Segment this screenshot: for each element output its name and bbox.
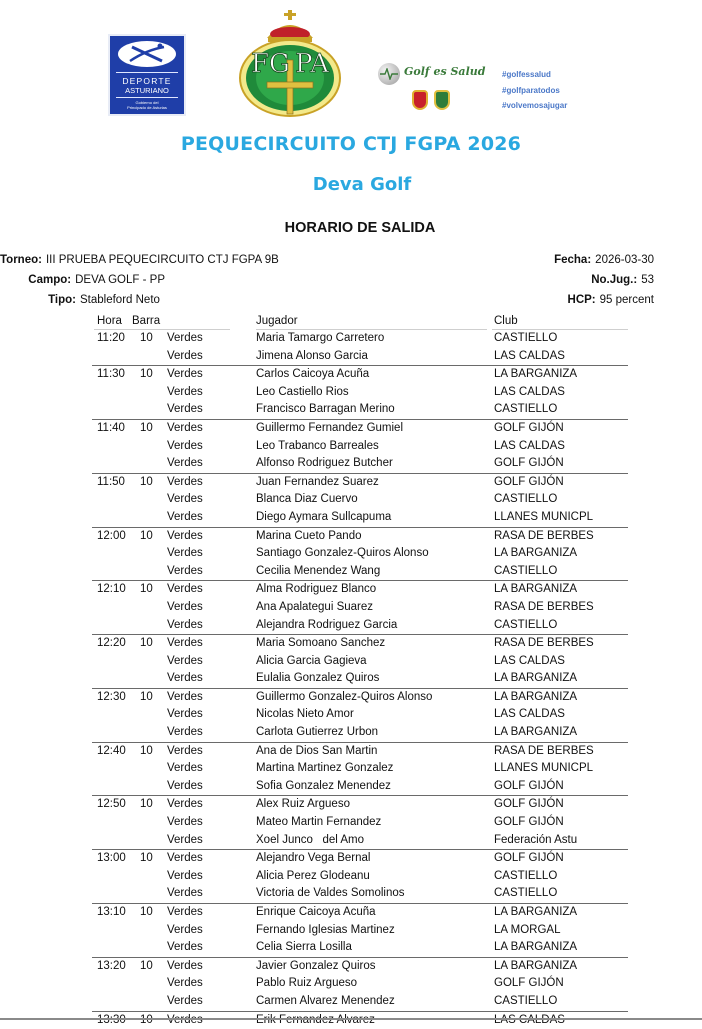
cell-jugador: Victoria de Valdes Somolinos: [256, 887, 405, 900]
meta-num-jugadores: [554, 270, 654, 290]
cell-tee: Verdes: [167, 906, 203, 918]
cell-hora: 12:00: [97, 529, 126, 542]
cell-tee: Verdes: [167, 475, 203, 488]
cell-tee: Verdes: [167, 421, 203, 434]
cell-tee: Verdes: [167, 654, 203, 667]
cell-jugador: Juan Fernandez Suarez: [256, 475, 379, 488]
column-header-hora: Hora: [97, 315, 122, 327]
table-row: [92, 706, 628, 724]
page-bottom-rule: [0, 1018, 702, 1020]
cell-hora: 12:40: [97, 744, 126, 757]
cell-barra: 10: [140, 906, 153, 918]
cell-club: LA MORGAL: [494, 923, 561, 936]
table-row: [92, 545, 628, 563]
table-row: [92, 958, 628, 976]
column-header-barra: Barra: [132, 315, 161, 327]
cell-club: GOLF GIJÓN: [494, 798, 564, 811]
cell-club: LAS CALDAS: [494, 385, 565, 398]
table-row: [92, 635, 628, 653]
cell-tee: Verdes: [167, 798, 203, 811]
tee-time-group: [92, 1012, 628, 1029]
table-row: [92, 993, 628, 1011]
table-row: [92, 670, 628, 688]
cell-jugador: Leo Trabanco Barreales: [256, 439, 379, 452]
tee-time-group: [92, 581, 628, 635]
meta-fecha: [554, 250, 654, 270]
cell-club: LA BARGANIZA: [494, 726, 578, 739]
cell-tee: Verdes: [167, 600, 203, 613]
cell-club: LLANES MUNICPL: [494, 762, 594, 775]
fgpa-crest-logo: [237, 10, 343, 118]
cell-barra: 10: [140, 368, 153, 381]
cell-jugador: Pablo Ruiz Argueso: [256, 977, 358, 990]
cell-club: LA BARGANIZA: [494, 547, 578, 560]
table-row: [92, 330, 628, 348]
logo-text-gobierno: Gobierno del: [135, 100, 159, 105]
cell-club: LA BARGANIZA: [494, 583, 578, 596]
column-header-jugador: Jugador: [256, 315, 298, 327]
meta-left: [0, 250, 279, 310]
meta-value: 2026-03-30: [595, 254, 654, 266]
cell-club: LAS CALDAS: [494, 349, 565, 362]
cell-barra: 10: [140, 332, 153, 344]
table-header: [92, 314, 628, 330]
fgpa-monogram-right: PA: [295, 49, 329, 79]
cell-club: RASA DE BERBES: [494, 600, 594, 613]
cell-tee: Verdes: [167, 493, 203, 506]
cell-hora: 12:50: [97, 798, 126, 811]
table-row: [92, 724, 628, 742]
cell-jugador: Francisco Barragan Merino: [256, 403, 395, 416]
cell-club: LA BARGANIZA: [494, 959, 578, 972]
table-row: [92, 796, 628, 814]
cell-tee: Verdes: [167, 349, 203, 362]
cell-club: LA BARGANIZA: [494, 941, 578, 954]
cell-tee: Verdes: [167, 564, 203, 577]
cell-hora: 13:10: [97, 906, 126, 918]
tee-time-groups: [92, 330, 628, 1029]
runner-icon: [118, 41, 176, 67]
cell-club: RASA DE BERBES: [494, 744, 594, 757]
cell-barra: 10: [140, 852, 153, 865]
cell-hora: 11:40: [97, 421, 125, 434]
green-crest-icon: [434, 90, 450, 110]
meta-label: Fecha:: [554, 254, 592, 266]
cell-barra: 10: [140, 475, 153, 488]
tee-time-group: [92, 796, 628, 850]
logo-text-line2: ASTURIANO: [125, 86, 169, 95]
cell-jugador: Maria Tamargo Carretero: [256, 332, 385, 344]
cell-barra: 10: [140, 959, 153, 972]
deporte-asturiano-logo: [108, 34, 186, 116]
cell-tee: Verdes: [167, 833, 203, 846]
hashtag: #volvemosajugar: [502, 101, 568, 110]
cell-club: CASTIELLO: [494, 332, 558, 344]
tee-time-group: [92, 528, 628, 582]
table-row: [92, 384, 628, 402]
cell-jugador: Alejandra Rodriguez Garcia: [256, 618, 398, 631]
cell-hora: 11:30: [97, 368, 125, 381]
cell-club: GOLF GIJÓN: [494, 816, 564, 829]
cell-club: LLANES MUNICPL: [494, 510, 594, 523]
cell-tee: Verdes: [167, 869, 203, 882]
meta-campo: [0, 270, 165, 290]
table-row: [92, 366, 628, 384]
cell-jugador: Eulalia Gonzalez Quiros: [256, 672, 380, 685]
cell-club: CASTIELLO: [494, 994, 558, 1007]
cell-jugador: Guillermo Fernandez Gumiel: [256, 421, 404, 434]
meta-value: 53: [641, 274, 654, 286]
cell-tee: Verdes: [167, 762, 203, 775]
cell-tee: Verdes: [167, 439, 203, 452]
meta-label: Tipo:: [48, 294, 76, 306]
cell-club: Federación Astu: [494, 833, 578, 846]
table-row: [92, 832, 628, 850]
table-row: [92, 922, 628, 940]
tee-time-group: [92, 743, 628, 797]
cell-hora: 12:30: [97, 690, 126, 703]
cell-club: LAS CALDAS: [494, 439, 565, 452]
table-row: [92, 438, 628, 456]
cell-tee: Verdes: [167, 385, 203, 398]
cell-club: GOLF GIJÓN: [494, 977, 564, 990]
cell-jugador: Cecilia Menendez Wang: [256, 564, 381, 577]
cell-tee: Verdes: [167, 887, 203, 900]
meta-label: HCP:: [567, 294, 596, 306]
cell-club: LAS CALDAS: [494, 654, 565, 667]
tee-time-group: [92, 474, 628, 528]
cell-jugador: Leo Castiello Rios: [256, 385, 349, 398]
cell-barra: 10: [140, 690, 153, 703]
meta-value: III PRUEBA PEQUECIRCUITO CTJ FGPA 9B: [45, 254, 279, 266]
column-header-club: Club: [494, 315, 518, 327]
tee-time-group: [92, 689, 628, 743]
cell-jugador: Blanca Diaz Cuervo: [256, 493, 358, 506]
table-row: [92, 760, 628, 778]
logo-text-principado: Principado de Asturias: [127, 105, 167, 110]
cell-jugador: Sofia Gonzalez Menendez: [256, 779, 391, 792]
cell-jugador: Alicia Garcia Gagieva: [256, 654, 367, 667]
cell-hora: 12:20: [97, 637, 126, 650]
cell-jugador: Xoel Junco del Amo: [256, 833, 365, 846]
meta-label: Campo:: [28, 274, 72, 286]
cell-jugador: Alma Rodriguez Blanco: [256, 583, 377, 596]
cell-tee: Verdes: [167, 547, 203, 560]
cell-barra: 10: [140, 529, 153, 542]
cell-jugador: Alex Ruiz Argueso: [256, 798, 350, 811]
hashtag: #golfessalud: [502, 70, 551, 79]
meta-label: No.Jug.:: [591, 274, 638, 286]
cell-jugador: Alfonso Rodriguez Butcher: [256, 457, 393, 470]
cell-tee: Verdes: [167, 690, 203, 703]
table-row: [92, 939, 628, 957]
cell-club: CASTIELLO: [494, 403, 558, 416]
divider: [116, 97, 178, 98]
table-row: [92, 528, 628, 546]
cell-jugador: Diego Aymara Sullcapuma: [256, 510, 392, 523]
table-row: [92, 743, 628, 761]
cell-club: CASTIELLO: [494, 887, 558, 900]
meta-label: Torneo:: [0, 254, 42, 266]
table-row: [92, 563, 628, 581]
cell-tee: Verdes: [167, 583, 203, 596]
cell-tee: Verdes: [167, 637, 203, 650]
cell-jugador: Celia Sierra Losilla: [256, 941, 352, 954]
table-row: [92, 975, 628, 993]
table-row: [92, 617, 628, 635]
cell-barra: 10: [140, 744, 153, 757]
cell-jugador: Fernando Iglesias Martinez: [256, 923, 395, 936]
golf-es-salud-text: Golf es Salud: [404, 65, 486, 78]
cell-barra: 10: [140, 637, 153, 650]
table-row: [92, 868, 628, 886]
tee-time-group: [92, 366, 628, 420]
golf-es-salud-block: [376, 60, 586, 116]
cell-tee: Verdes: [167, 368, 203, 381]
cell-tee: Verdes: [167, 959, 203, 972]
meta-value: Stableford Neto: [80, 294, 160, 306]
cell-club: GOLF GIJÓN: [494, 457, 564, 470]
meta-value: DEVA GOLF - PP: [75, 274, 165, 286]
tee-time-group: [92, 850, 628, 904]
cell-tee: Verdes: [167, 618, 203, 631]
cell-hora: 12:10: [97, 583, 126, 596]
cell-jugador: Ana de Dios San Martin: [256, 744, 378, 757]
cell-jugador: Marina Cueto Pando: [256, 529, 362, 542]
table-row: [92, 401, 628, 419]
cell-club: CASTIELLO: [494, 869, 558, 882]
cell-jugador: Carlos Caicoya Acuña: [256, 368, 370, 381]
cell-hora: 11:50: [97, 475, 125, 488]
cell-tee: Verdes: [167, 977, 203, 990]
cell-jugador: Javier Gonzalez Quiros: [256, 959, 376, 972]
cell-tee: Verdes: [167, 708, 203, 721]
table-row: [92, 885, 628, 903]
cell-tee: Verdes: [167, 510, 203, 523]
table-row: [92, 778, 628, 796]
table-row: [92, 581, 628, 599]
cell-tee: Verdes: [167, 672, 203, 685]
hashtags: [502, 67, 567, 114]
cell-club: LAS CALDAS: [494, 708, 565, 721]
tee-time-group: [92, 330, 628, 366]
cell-tee: Verdes: [167, 726, 203, 739]
cell-club: GOLF GIJÓN: [494, 475, 564, 488]
cell-barra: 10: [140, 798, 153, 811]
cell-club: CASTIELLO: [494, 564, 558, 577]
table-row: [92, 850, 628, 868]
cell-jugador: Enrique Caicoya Acuña: [256, 906, 376, 918]
cell-tee: Verdes: [167, 852, 203, 865]
logo-text-line3: [110, 100, 184, 110]
meta-tipo: [0, 290, 165, 310]
cell-hora: 13:20: [97, 959, 126, 972]
table-row: [92, 653, 628, 671]
fgpa-monogram-left: FG: [251, 49, 290, 79]
hashtag: #golfparatodos: [502, 85, 560, 95]
cell-jugador: Alicia Perez Glodeanu: [256, 869, 370, 882]
cell-club: GOLF GIJÓN: [494, 421, 564, 434]
cell-club: RASA DE BERBES: [494, 529, 594, 542]
tee-time-group: [92, 635, 628, 689]
cell-jugador: Alejandro Vega Bernal: [256, 852, 371, 865]
tee-time-group: [92, 420, 628, 474]
table-row: [92, 420, 628, 438]
table-row: [92, 491, 628, 509]
cell-tee: Verdes: [167, 529, 203, 542]
meta-right: [554, 250, 654, 310]
cell-jugador: Martina Martinez Gonzalez: [256, 762, 394, 775]
cell-club: LA BARGANIZA: [494, 906, 578, 918]
cell-club: RASA DE BERBES: [494, 637, 594, 650]
table-row: [92, 689, 628, 707]
meta-hcp: [554, 290, 654, 310]
cell-jugador: Carlota Gutierrez Urbon: [256, 726, 379, 739]
cell-jugador: Maria Somoano Sanchez: [256, 637, 386, 650]
table-row: [92, 599, 628, 617]
tee-times-table: [92, 314, 628, 1029]
cell-tee: Verdes: [167, 994, 203, 1007]
cell-tee: Verdes: [167, 457, 203, 470]
table-row: [92, 509, 628, 527]
cell-tee: Verdes: [167, 332, 203, 344]
event-title: PEQUECIRCUITO CTJ FGPA 2026: [180, 133, 522, 155]
cell-barra: 10: [140, 583, 153, 596]
cell-hora: 13:00: [97, 852, 126, 865]
cell-jugador: Ana Apalategui Suarez: [256, 600, 374, 613]
heartbeat-icon: [378, 63, 400, 85]
meta-torneo: [0, 250, 279, 270]
table-row: [92, 348, 628, 366]
cell-club: GOLF GIJÓN: [494, 852, 564, 865]
table-row: [92, 474, 628, 492]
cell-barra: 10: [140, 421, 153, 434]
cell-jugador: Carmen Alvarez Menendez: [256, 994, 395, 1007]
table-row: [92, 904, 628, 922]
document-title: HORARIO DE SALIDA: [284, 220, 436, 236]
cell-jugador: Nicolas Nieto Amor: [256, 708, 354, 721]
cell-club: LA BARGANIZA: [494, 368, 578, 381]
cell-tee: Verdes: [167, 941, 203, 954]
cell-tee: Verdes: [167, 923, 203, 936]
tee-time-group: [92, 958, 628, 1012]
table-row: [92, 1012, 628, 1029]
table-row: [92, 814, 628, 832]
cell-tee: Verdes: [167, 779, 203, 792]
cell-tee: Verdes: [167, 816, 203, 829]
cell-jugador: Jimena Alonso Garcia: [256, 349, 368, 362]
cell-jugador: Mateo Martin Fernandez: [256, 816, 382, 829]
cell-club: LA BARGANIZA: [494, 690, 578, 703]
cell-club: LA BARGANIZA: [494, 672, 578, 685]
logo-text-line1: DEPORTE: [122, 76, 172, 86]
table-row: [92, 455, 628, 473]
cell-club: CASTIELLO: [494, 493, 558, 506]
cell-jugador: Guillermo Gonzalez-Quiros Alonso: [256, 690, 433, 703]
cell-tee: Verdes: [167, 744, 203, 757]
meta-value: 95 percent: [599, 294, 654, 306]
venue-title: Deva Golf: [312, 174, 412, 195]
red-crest-icon: [412, 90, 428, 110]
cell-club: GOLF GIJÓN: [494, 779, 564, 792]
divider: [116, 72, 178, 73]
tee-time-group: [92, 904, 628, 958]
cell-hora: 11:20: [97, 332, 125, 344]
cell-club: CASTIELLO: [494, 618, 558, 631]
cell-tee: Verdes: [167, 403, 203, 416]
cell-jugador: Santiago Gonzalez-Quiros Alonso: [256, 547, 429, 560]
